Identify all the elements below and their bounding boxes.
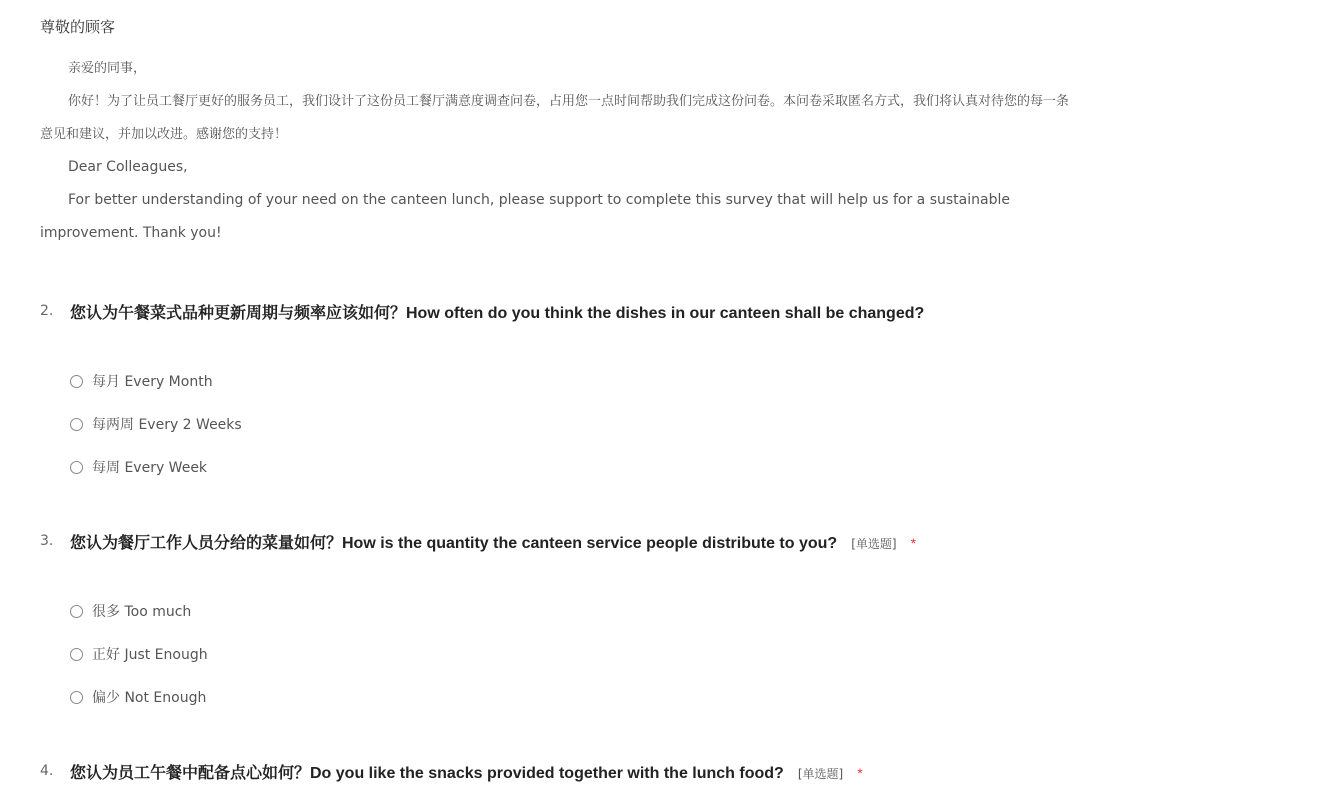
question-title-row: [40, 760, 1340, 784]
radio-button[interactable]: [70, 648, 83, 661]
question-title: 您认为午餐菜式品种更新周期与频率应该如何？How often do you think the dishes in our canteen shall be changed?: [70, 305, 925, 322]
option-label: 偏少 Not Enough: [92, 690, 207, 706]
option-not-enough[interactable]: [70, 688, 208, 731]
question-type-badge: [单选题]: [797, 767, 844, 781]
option-just-enough[interactable]: [70, 645, 208, 688]
question-title-row: [40, 530, 1340, 554]
option-label: 每周 Every Week: [92, 460, 208, 476]
radio-button[interactable]: [70, 691, 83, 704]
question-number: 4.: [40, 763, 54, 779]
radio-button[interactable]: [70, 605, 83, 618]
required-marker: *: [910, 535, 917, 551]
question-4: [40, 760, 1340, 784]
option-label: 每两周 Every 2 Weeks: [92, 417, 242, 433]
option-every-month[interactable]: [70, 372, 242, 415]
radio-button[interactable]: [70, 461, 83, 474]
intro-salutation-en: Dear Colleagues,: [68, 159, 188, 175]
question-number: 3.: [40, 533, 54, 549]
intro-body-cn: 你好！为了让员工餐厅更好的服务员工，我们设计了这份员工餐厅满意度调查问卷，占用您一点时间帮助我们完成这份问卷。本问卷采取匿名方式，我们将认真对待您的每一条意见和建议，并加以改进。感谢您的支持！: [40, 94, 1070, 142]
radio-button[interactable]: [70, 418, 83, 431]
question-options: [70, 602, 208, 731]
question-2: [40, 300, 1340, 476]
question-3: [40, 530, 1340, 706]
option-label: 很多 Too much: [92, 604, 192, 620]
option-too-much[interactable]: [70, 602, 208, 645]
option-every-2-weeks[interactable]: [70, 415, 242, 458]
greeting-title: 尊敬的顾客: [40, 18, 116, 36]
option-label: 每月 Every Month: [92, 374, 213, 390]
question-title-row: [40, 300, 1340, 324]
question-title: 您认为餐厅工作人员分给的菜量如何？How is the quantity the canteen service people distribute to you?: [70, 535, 838, 552]
question-type-badge: [单选题]: [851, 537, 897, 551]
question-options: [70, 372, 242, 501]
radio-button[interactable]: [70, 375, 83, 388]
intro-body-en: For better understanding of your need on the canteen lunch, please support to complete this survey that will help us for a sustainable improvement. Thank you!: [40, 192, 1010, 241]
question-title: 您认为员工午餐中配备点心如何？Do you like the snacks provided together with the lunch food?: [70, 765, 784, 782]
intro-salutation-cn: 亲爱的同事，: [68, 61, 147, 76]
question-number: 2.: [40, 303, 54, 319]
intro-text: [40, 52, 1080, 250]
required-marker: *: [857, 765, 863, 781]
option-label: 正好 Just Enough: [92, 647, 208, 663]
option-every-week[interactable]: [70, 458, 242, 501]
